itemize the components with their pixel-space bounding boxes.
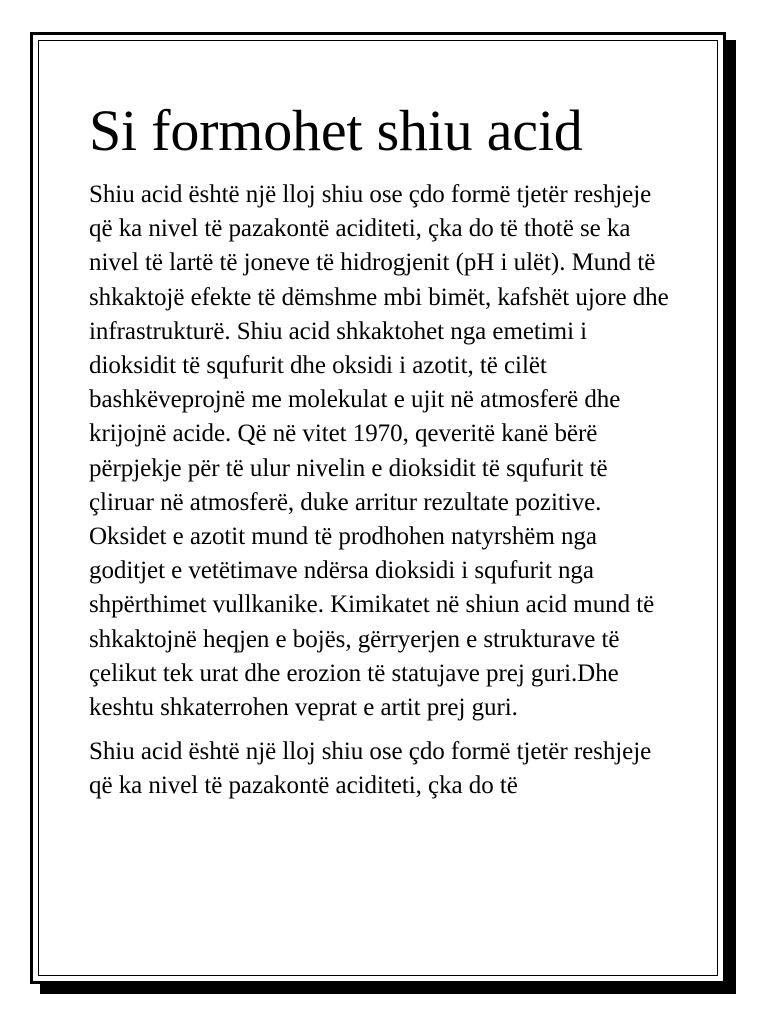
page-title: Si formohet shiu acid: [89, 98, 583, 163]
body-paragraph-repeated: Shiu acid është një lloj shiu ose çdo formë tjetër reshjeje që ka nivel të pazakontë aciditeti, çka do të: [89, 738, 652, 800]
document-content: [89, 96, 673, 804]
body-paragraph: Shiu acid është një lloj shiu ose çdo formë tjetër reshjeje që ka nivel të pazakontë aciditeti, çka do të thotë se ka nivel të lartë të joneve të hidrogjenit (pH i ulët). Mund të shkaktojë efekte të dëmshme mbi bimët, kafshët ujore dhe infrastrukturë. Shiu acid shkaktohet nga emetimi i dioksidit të squfurit dhe oksidi i azotit, të cilët bashkëveprojnë me molekulat e ujit në atmosferë dhe krijojnë acide. Që në vitet 1970, qeveritë kanë bërë përpjekje për të ulur nivelin e dioksidit të squfurit të çliruar në atmosferë, duke arritur rezultate pozitive. Oksidet e azotit mund të prodhohen natyrshëm nga goditjet e vetëtimave ndërsa dioksidi i squfurit nga shpërthimet vullkanike. Kimikatet në shiun acid mund të shkaktojnë heqjen e bojës, gërryerjen e strukturave të çelikut tek urat dhe erozion të statujave prej guri.Dhe keshtu shkaterrohen veprat e artit prej guri.: [89, 181, 669, 722]
